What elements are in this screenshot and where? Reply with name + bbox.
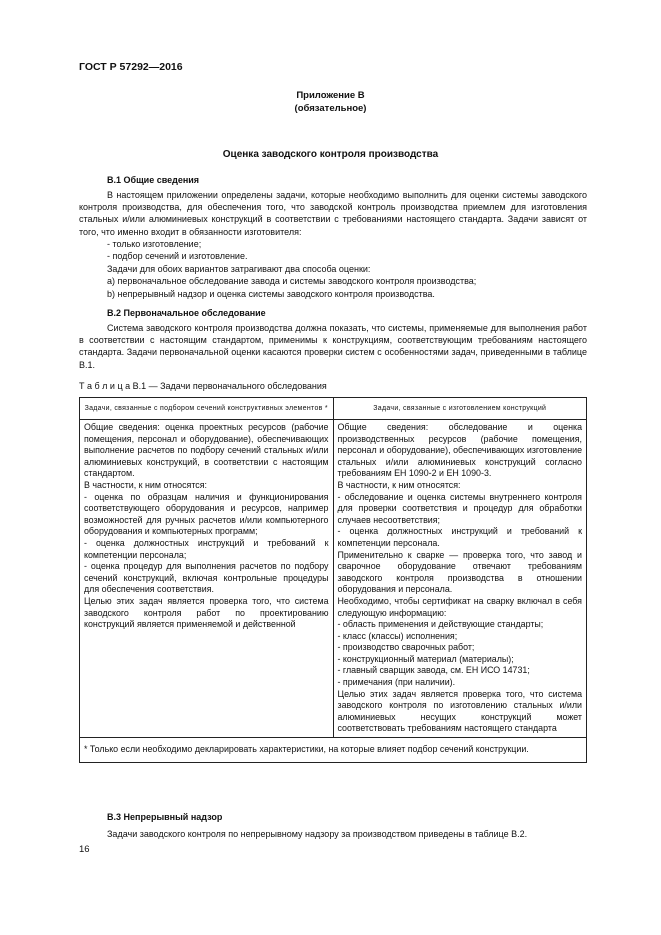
table-caption: Т а б л и ц а В.1 — Задачи первоначального обследования <box>79 381 327 391</box>
cell-text: - главный сварщик завода, см. ЕН ИСО 14731; <box>337 665 530 676</box>
cell-text: Целью этих задач является проверка того, что система заводского контроля работ по проектированию конструкций является применяемой и действенной <box>84 595 329 630</box>
cell-text: - оценка должностных инструкций и требований к компетенции персонала; <box>84 537 329 560</box>
section-b1-methods-intro: Задачи для обоих вариантов затрагивают два способа оценки: <box>107 264 371 274</box>
table-col1-header: Задачи, связанные с подбором сечений конструктивных элементов * <box>80 398 334 420</box>
document-code: ГОСТ Р 57292—2016 <box>79 61 183 73</box>
section-b1-paragraph: В настоящем приложении определены задачи, которые необходимо выполнить для оценки системы заводского контроля производства, для обеспечения того, что заводской контроль производства приемлем для изготовления стальных и/или алюминиевых конструкций в соответствии с требованиями настоящего стандарта. Задачи зависят от того, что именно входит в обязанности изготовителя: <box>79 190 587 237</box>
table-col1-cell <box>80 420 334 738</box>
section-b2-heading: В.2 Первоначальное обследование <box>107 308 266 318</box>
table-header-row <box>80 398 587 420</box>
list-item: a) первоначальное обследование завода и системы заводского контроля производства; <box>107 276 477 286</box>
cell-text: Применительно к сварке — проверка того, что завод и сварочное оборудование отвечают требованиям заводского контроля производства в отношении оборудования и персонала. <box>337 549 582 595</box>
section-b2-paragraph: Система заводского контроля производства должна показать, что системы, применяемые для выполнения работ в соответствии с настоящим стандартом, применимы к конструкциям, соответствующим требованиям настоящего стандарта. Задачи первоначальной оценки касаются проверки систем с особенностями задач, приведенными в таблице В.1. <box>79 323 587 370</box>
table-col2-header: Задачи, связанные с изготовлением конструкций <box>333 398 587 420</box>
cell-text: Общие сведения: обследование и оценка производственных ресурсов (рабочие помещения, персонал и оборудование), обеспечивающих изготовление стальных и/или алюминиевых конструкций согласно требованиям ЕН 1090-2 и ЕН 1090-3. <box>337 422 582 479</box>
cell-text: - оценка процедур для выполнения расчетов по подбору сечений конструкций, включая контрольные процедуры для обеспечения соответствия. <box>84 561 329 595</box>
initial-inspection-table <box>79 397 587 763</box>
table-col2-cell <box>333 420 587 738</box>
table-row <box>80 420 587 738</box>
list-item: - подбор сечений и изготовление. <box>107 251 248 261</box>
table-footnote-row <box>80 738 587 763</box>
annex-heading <box>0 89 661 115</box>
page-number: 16 <box>79 844 90 855</box>
cell-text: - примечания (при наличии). <box>337 677 456 688</box>
cell-text: - оценка по образцам наличия и функционирования соответствующего оборудования и ресурсов, например возможностей для ручных расчетов и/или компьютерного оборудования и компьютерных программ; <box>84 491 329 537</box>
section-b1-heading: В.1 Общие сведения <box>107 175 200 185</box>
annex-label: Приложение В <box>296 90 365 101</box>
section-b3-heading: В.3 Непрерывный надзор <box>107 812 223 822</box>
cell-text: Целью этих задач является проверка того, что система заводского контроля по изготовлению стальных и/или алюминиевых несущих конструкций может соответствовать требованиям настоящего стандарта <box>337 688 582 734</box>
cell-text: - производство сварочных работ; <box>337 642 475 653</box>
table-footnote: * Только если необходимо декларировать характеристики, на которые влияет подбор сечений конструкции. <box>80 738 587 763</box>
annex-status: (обязательное) <box>294 103 367 114</box>
list-item: - только изготовление; <box>107 239 202 249</box>
section-b3-paragraph: Задачи заводского контроля по непрерывному надзору за производством приведены в таблице В.2. <box>107 829 528 839</box>
cell-text: - конструкционный материал (материалы); <box>337 653 514 664</box>
annex-title: Оценка заводского контроля производства <box>222 149 439 160</box>
cell-text: В частности, к ним относятся: <box>84 479 208 490</box>
cell-text: - оценка должностных инструкций и требований к компетенции персонала. <box>337 526 582 548</box>
cell-text: - класс (классы) исполнения; <box>337 630 458 641</box>
list-item: b) непрерывный надзор и оценка системы заводского контроля производства. <box>107 289 435 299</box>
cell-text: В частности, к ним относятся: <box>337 479 461 490</box>
cell-text: - область применения и действующие стандарты; <box>337 619 544 630</box>
cell-text: Необходимо, чтобы сертификат на сварку включал в себя следующую информацию: <box>337 595 582 618</box>
cell-text: - обследование и оценка системы внутреннего контроля для проверки соответствия и процедур для обработки случаев несоответствия; <box>337 491 582 525</box>
cell-text: Общие сведения: оценка проектных ресурсов (рабочие помещения, персонал и оборудование), обеспечивающих выполнение расчетов по подбору сечений стальных и/или алюминиевых конструкций, в соответствии с настоящим стандартом. <box>84 422 329 479</box>
